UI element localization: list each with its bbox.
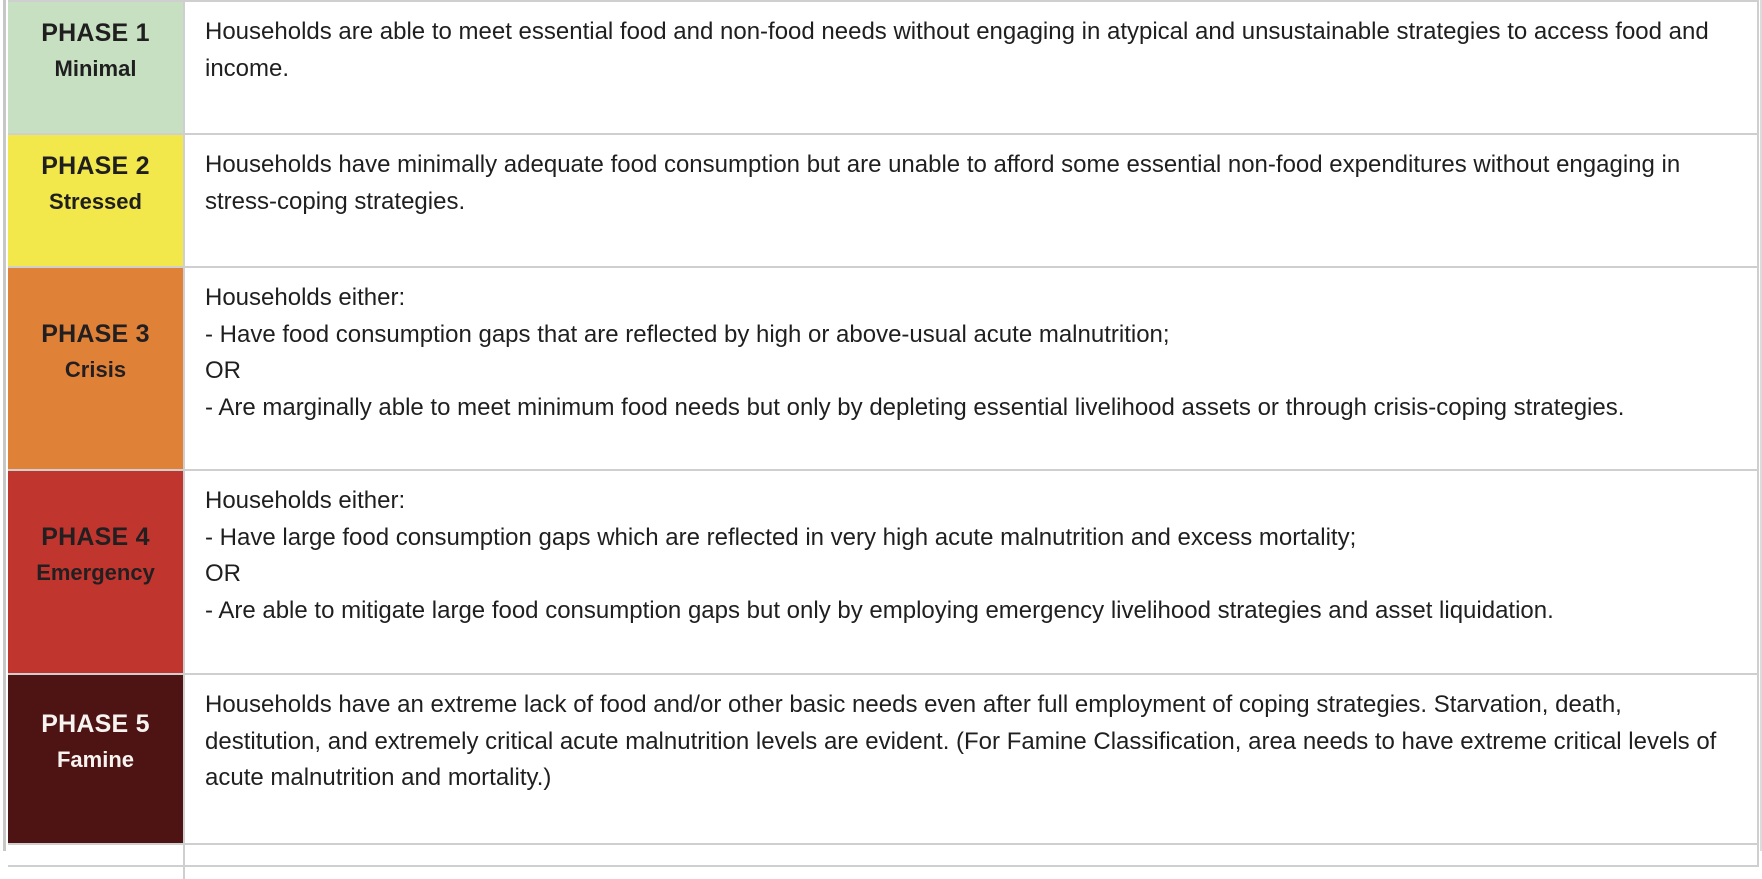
phase-label: PHASE 3: [41, 319, 150, 348]
phase-cell: [8, 135, 185, 266]
description-cell: [185, 471, 1757, 673]
description-cell-empty: [185, 845, 1757, 865]
description-line: - Are able to mitigate large food consumption gaps but only by employing emergency livelihood strategies and asset liquidation.: [205, 596, 1554, 624]
phase-label: PHASE 5: [41, 710, 150, 738]
phase-name: Emergency: [36, 560, 155, 585]
description-text: Households have minimally adequate food consumption but are unable to afford some essential non-food expenditures without engaging in stress-coping strategies.: [205, 151, 1681, 215]
phase-cell: [8, 675, 185, 843]
table-row-phase-3: [8, 268, 1757, 471]
phase-cell: [8, 471, 185, 673]
phase-name: Stressed: [49, 188, 142, 214]
description-cell: [185, 268, 1757, 469]
table-row-phase-5: [8, 675, 1757, 845]
phase-cell: [8, 2, 185, 133]
description-line: Households either:: [205, 284, 406, 311]
phase-cell: [8, 268, 185, 469]
description-line: OR: [205, 357, 241, 384]
phase-label: PHASE 2: [41, 151, 150, 180]
table-row-phase-2: [8, 135, 1757, 268]
description-line: OR: [205, 560, 241, 587]
table-row-partial: [8, 845, 1757, 867]
phase-name: Minimal: [54, 55, 137, 81]
description-cell: [185, 135, 1757, 266]
table-row-phase-4: [8, 471, 1757, 675]
description-line: Households either:: [205, 487, 406, 514]
description-line: - Have food consumption gaps that are reflected by high or above-usual acute malnutrition;: [205, 320, 1170, 348]
description-text: Households have an extreme lack of food and/or other basic needs even after full employment of coping strategies. Starvation, death, destitution, and extremely critical acute malnutrition levels are evident. (For Famine Classification, area needs to have extreme critical levels of acute malnutrition and mortality.): [205, 691, 1717, 791]
description-text: Households are able to meet essential food and non-food needs without engaging in atypical and unsustainable strategies to access food and income.: [205, 18, 1709, 82]
table-row-phase-1: [8, 2, 1757, 135]
phase-name: Crisis: [64, 356, 127, 382]
phase-label: PHASE 4: [41, 523, 150, 551]
phase-cell-empty: [8, 845, 185, 879]
phase-label: PHASE 1: [41, 18, 150, 47]
description-line: - Are marginally able to meet minimum food needs but only by depleting essential livelihood assets or through crisis-coping strategies.: [205, 393, 1625, 421]
phase-name: Famine: [56, 747, 135, 772]
ipc-phase-table: [8, 0, 1759, 867]
left-table-edge: [3, 0, 6, 851]
description-cell: [185, 2, 1757, 133]
description-line: - Have large food consumption gaps which are reflected in very high acute malnutrition and excess mortality;: [205, 523, 1357, 551]
description-cell: [185, 675, 1757, 843]
